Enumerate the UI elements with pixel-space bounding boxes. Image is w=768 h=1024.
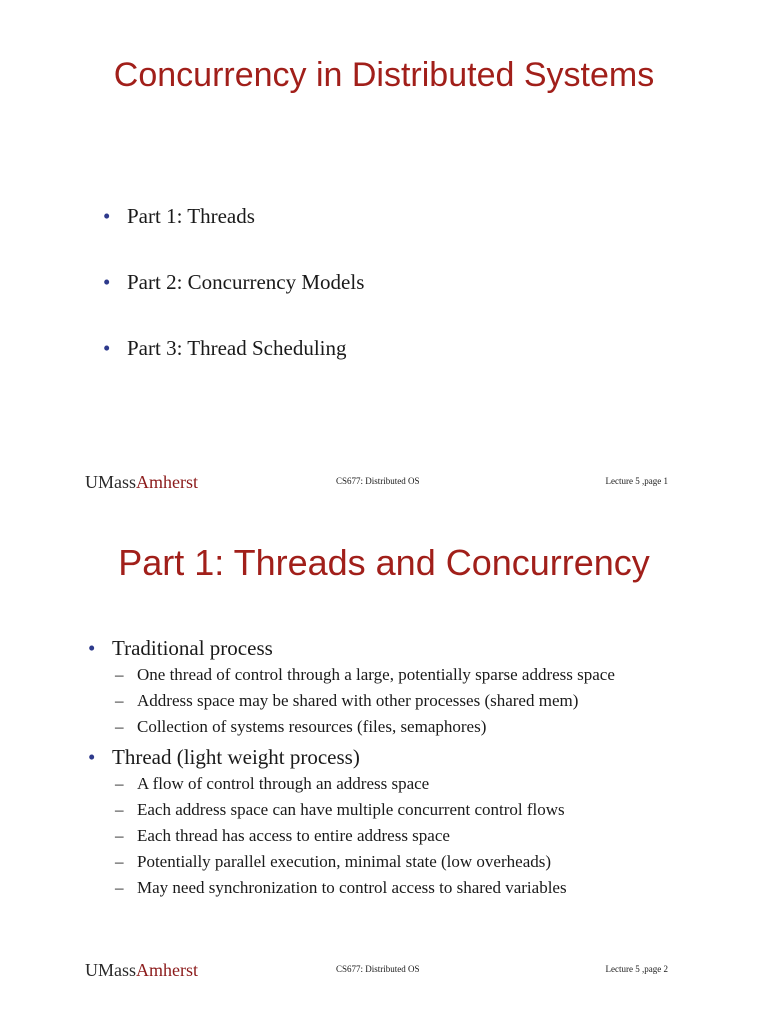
bullet-item (88, 634, 688, 662)
sub-bullet-item (115, 851, 688, 872)
bullet-text: Part 2: Concurrency Models (127, 270, 365, 294)
bullet-item (103, 334, 364, 400)
slide-footer (0, 472, 768, 496)
bullet-group (88, 634, 688, 737)
bullet-dot-icon: • (103, 270, 111, 294)
slide-2 (0, 512, 768, 1024)
sub-bullet-list (88, 773, 688, 898)
sub-bullet-text: One thread of control through a large, potentially sparse address space (137, 665, 615, 684)
bullet-text: Part 3: Thread Scheduling (127, 336, 347, 360)
sub-bullet-item (115, 773, 688, 794)
bullet-list (88, 634, 688, 903)
logo-amherst-text: Amherst (136, 960, 199, 980)
dash-icon: – (115, 691, 124, 710)
sub-bullet-item (115, 690, 688, 711)
sub-bullet-text: Each address space can have multiple concurrent control flows (137, 800, 565, 819)
course-label: CS677: Distributed OS (336, 964, 420, 974)
sub-bullet-text: Each thread has access to entire address space (137, 826, 450, 845)
sub-bullet-text: Potentially parallel execution, minimal state (low overheads) (137, 852, 552, 871)
page-number: Lecture 5 ,page 1 (605, 476, 668, 486)
logo-umass-text: UMass (85, 960, 137, 980)
bullet-dot-icon: • (88, 745, 96, 769)
sub-bullet-list (88, 664, 688, 737)
bullet-item (88, 743, 688, 771)
dash-icon: – (115, 852, 124, 871)
bullet-item (103, 268, 364, 334)
dash-icon: – (115, 878, 124, 897)
bullet-dot-icon: • (88, 636, 96, 660)
sub-bullet-text: Address space may be shared with other processes (shared mem) (137, 691, 579, 710)
slide-title: Concurrency in Distributed Systems (113, 56, 655, 94)
bullet-dot-icon: • (103, 336, 111, 360)
slide-title: Part 1: Threads and Concurrency (118, 542, 650, 583)
sub-bullet-item (115, 799, 688, 820)
sub-bullet-item (115, 877, 688, 898)
sub-bullet-item (115, 825, 688, 846)
bullet-item (103, 202, 364, 268)
course-label: CS677: Distributed OS (336, 476, 420, 486)
sub-bullet-item (115, 664, 688, 685)
umass-amherst-logo (85, 472, 198, 493)
bullet-text: Thread (light weight process) (112, 745, 360, 769)
logo-umass-text: UMass (85, 472, 137, 492)
sub-bullet-text: May need synchronization to control access to shared variables (137, 878, 567, 897)
dash-icon: – (115, 826, 124, 845)
dash-icon: – (115, 774, 124, 793)
sub-bullet-item (115, 716, 688, 737)
logo-amherst-text: Amherst (136, 472, 199, 492)
dash-icon: – (115, 717, 124, 736)
umass-amherst-logo (85, 960, 198, 981)
bullet-group (88, 743, 688, 898)
bullet-list (103, 202, 364, 400)
sub-bullet-text: Collection of systems resources (files, semaphores) (137, 717, 487, 736)
bullet-dot-icon: • (103, 204, 111, 228)
slide-footer (0, 960, 768, 984)
page-number: Lecture 5 ,page 2 (605, 964, 668, 974)
bullet-text: Traditional process (112, 636, 273, 660)
bullet-text: Part 1: Threads (127, 204, 255, 228)
sub-bullet-text: A flow of control through an address space (137, 774, 430, 793)
dash-icon: – (115, 800, 124, 819)
dash-icon: – (115, 665, 124, 684)
